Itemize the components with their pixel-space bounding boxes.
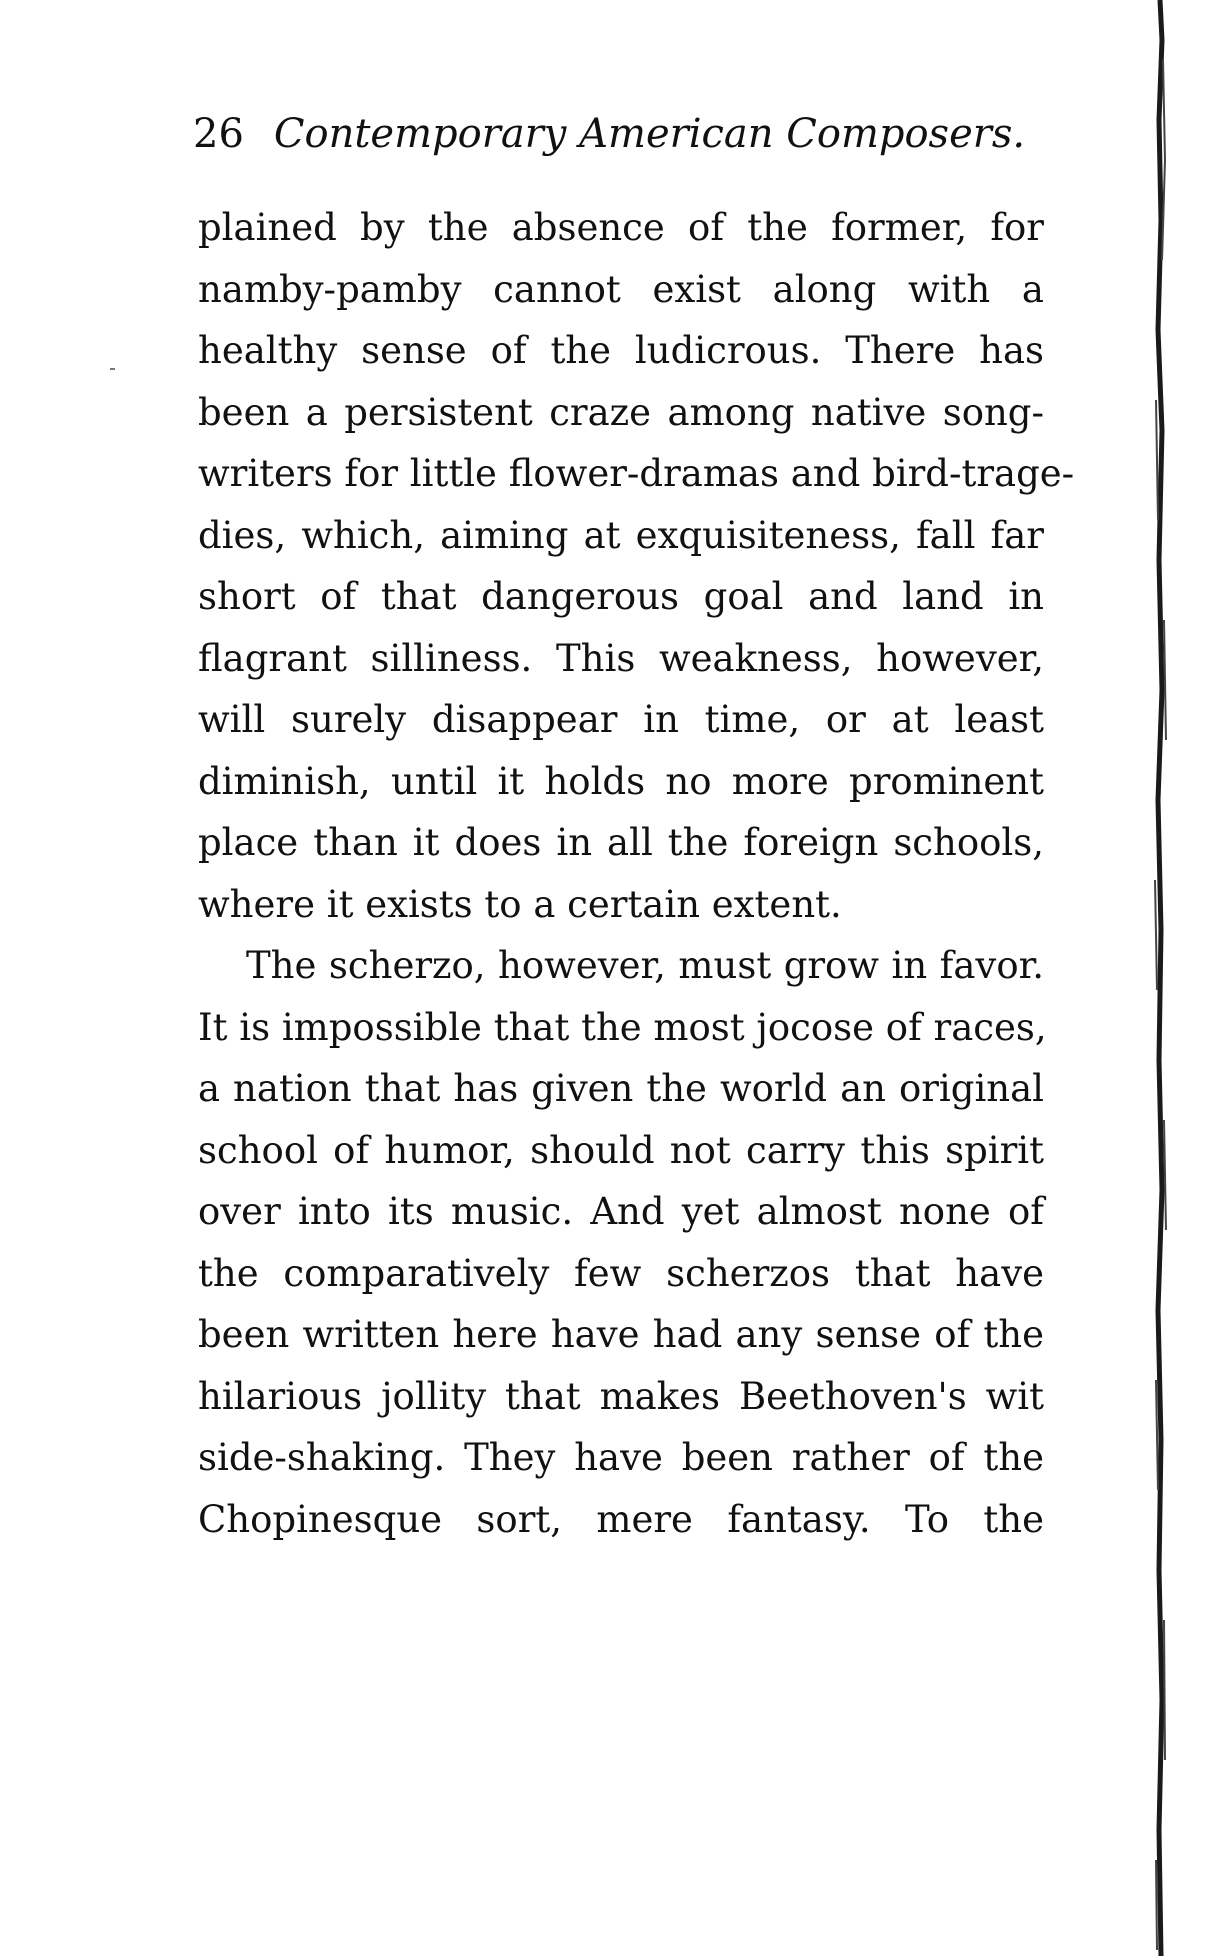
- text-line: The scherzo, however, must grow in favor.: [246, 944, 1044, 987]
- text-line: school of humor, should not carry this spirit: [198, 1128, 1044, 1172]
- text-line: a nation that has given the world an original: [198, 1067, 1044, 1110]
- text-line: plained by the absence of the former, for: [198, 206, 1044, 249]
- text-line: the comparatively few scherzos that have: [198, 1251, 1044, 1295]
- text-line: short of that dangerous goal and land in: [198, 575, 1044, 618]
- body-text: [198, 197, 1075, 1550]
- text-line: side-shaking. They have been rather of the: [198, 1436, 1044, 1479]
- text-line: hilarious jollity that makes Beethoven's wit: [198, 1374, 1044, 1418]
- text-line: been written here have had any sense of the: [198, 1313, 1044, 1356]
- running-title: Contemporary American Composers.: [273, 111, 1026, 157]
- text-line: been a persistent craze among native song-: [198, 390, 1044, 434]
- text-line: flagrant silliness. This weakness, however,: [198, 636, 1044, 680]
- text-line: healthy sense of the ludicrous. There has: [198, 329, 1044, 372]
- text-line: writers for little flower-dramas and bird-trage-: [198, 452, 1075, 495]
- text-line: dies, which, aiming at exquisiteness, fall far: [198, 513, 1044, 557]
- text-line: It is impossible that the most jocose of races,: [198, 1005, 1047, 1049]
- binding-edge: [1150, 0, 1170, 1956]
- text-line: place than it does in all the foreign schools,: [198, 821, 1044, 864]
- page-number: 26: [193, 111, 244, 157]
- paragraph-1: [198, 197, 1075, 935]
- text-line: namby-pamby cannot exist along with a: [198, 267, 1044, 311]
- text-line: will surely disappear in time, or at least: [198, 698, 1044, 741]
- text-line: where it exists to a certain extent.: [198, 882, 842, 926]
- paragraph-2: [198, 935, 1047, 1550]
- text-line: Chopinesque sort, mere fantasy. To the: [198, 1497, 1044, 1541]
- page-header: [193, 106, 1025, 162]
- text-line: over into its music. And yet almost none of: [198, 1190, 1044, 1233]
- margin-mark: [110, 368, 115, 370]
- text-line: diminish, until it holds no more prominent: [198, 759, 1044, 803]
